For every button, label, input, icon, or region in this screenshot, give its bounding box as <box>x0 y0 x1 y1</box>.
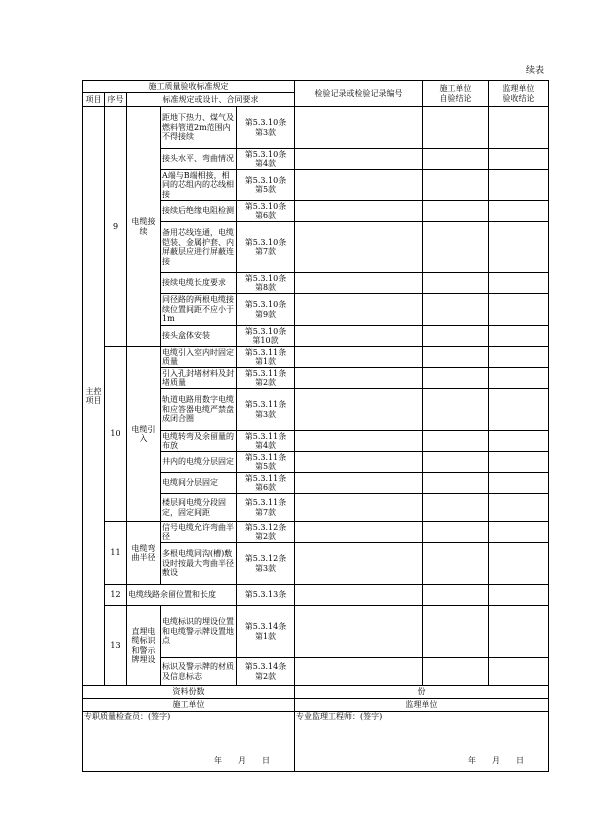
item-name: 直埋电 缆标识 和警示 牌埋设 <box>127 606 161 686</box>
inspection-form-table <box>82 80 549 772</box>
continued-label: 续表 <box>525 66 544 76</box>
table-row <box>83 522 549 543</box>
item-number: 11 <box>105 522 127 585</box>
requirement-text: 备用芯线连通，电缆铠装、金属护套、内屏蔽层应进行屏蔽连接 <box>161 222 237 273</box>
contractor-conclusion-cell[interactable] <box>423 201 489 222</box>
contractor-conclusion-cell[interactable] <box>423 431 489 452</box>
supervisor-date: 年 月 日 <box>468 755 529 765</box>
table-row <box>83 107 549 149</box>
clause-ref: 第5.3.11条 第1款 <box>237 347 295 368</box>
record-cell[interactable] <box>295 543 423 585</box>
contractor-unit-label: 施工单位 <box>83 699 295 712</box>
clause-ref: 第5.3.13条 <box>237 585 295 606</box>
requirement-header: 标准规定或设计、合同要求 <box>127 93 295 107</box>
supervisor-conclusion-cell[interactable] <box>489 543 549 585</box>
supervisor-conclusion-cell[interactable] <box>489 658 549 686</box>
contractor-conclusion-cell[interactable] <box>423 347 489 368</box>
record-cell[interactable] <box>295 347 423 368</box>
record-header: 检验记录或检验记录编号 <box>295 81 423 107</box>
record-cell[interactable] <box>295 431 423 452</box>
standard-header: 施工质量验收标准规定 <box>83 81 295 93</box>
requirement-text: A端与B端相接，相同的芯组内的芯线相接 <box>161 170 237 201</box>
requirement-text: 接头盒体安装 <box>161 326 237 347</box>
contractor-conclusion-cell[interactable] <box>423 222 489 273</box>
supervisor-unit-label: 监理单位 <box>295 699 549 712</box>
clause-ref: 第5.3.12条 第2款 <box>237 522 295 543</box>
record-cell[interactable] <box>295 149 423 170</box>
table-row <box>83 585 549 606</box>
record-cell[interactable] <box>295 107 423 149</box>
requirement-text: 接续电缆长度要求 <box>161 273 237 294</box>
clause-ref: 第5.3.10条 第7款 <box>237 222 295 273</box>
contractor-conclusion-cell[interactable] <box>423 606 489 658</box>
table-row <box>83 606 549 658</box>
table-row <box>83 347 549 368</box>
supervisor-conclusion-cell[interactable] <box>489 585 549 606</box>
supervisor-conclusion-cell[interactable] <box>489 522 549 543</box>
requirement-text: 电缆转弯及余留量的布放 <box>161 431 237 452</box>
contractor-conclusion-cell[interactable] <box>423 170 489 201</box>
contractor-conclusion-cell[interactable] <box>423 585 489 606</box>
record-cell[interactable] <box>295 222 423 273</box>
requirement-text: 接续后绝缘电阻检测 <box>161 201 237 222</box>
requirement-text: 接头水平、弯曲情况 <box>161 149 237 170</box>
requirement-text: 楼层间电缆分段固定，固定间距 <box>161 494 237 522</box>
record-cell[interactable] <box>295 294 423 326</box>
record-cell[interactable] <box>295 522 423 543</box>
clause-ref: 第5.3.10条 第3款 <box>237 107 295 149</box>
clause-ref: 第5.3.11条 第3款 <box>237 389 295 431</box>
contractor-conclusion-cell[interactable] <box>423 389 489 431</box>
contractor-conclusion-cell[interactable] <box>423 368 489 389</box>
item-name: 电缆接 续 <box>127 107 161 347</box>
contractor-date: 年 月 日 <box>214 755 275 765</box>
requirement-text: 井内的电缆分层固定 <box>161 452 237 473</box>
record-cell[interactable] <box>295 326 423 347</box>
supervisor-conclusion-cell[interactable] <box>489 170 549 201</box>
requirement-text: 引入孔封堵材料及封堵质量 <box>161 368 237 389</box>
contractor-conclusion-header: 施工单位 自验结论 <box>423 81 489 107</box>
record-cell[interactable] <box>295 170 423 201</box>
supervisor-conclusion-cell[interactable] <box>489 368 549 389</box>
record-cell[interactable] <box>295 658 423 686</box>
clause-ref: 第5.3.10条 第5款 <box>237 170 295 201</box>
supervisor-conclusion-cell[interactable] <box>489 606 549 658</box>
contractor-conclusion-cell[interactable] <box>423 294 489 326</box>
requirement-text: 距地下热力、煤气及燃料管道2m范围内不得接续 <box>161 107 237 149</box>
clause-ref: 第5.3.11条 第4款 <box>237 431 295 452</box>
clause-ref: 第5.3.11条 第6款 <box>237 473 295 494</box>
contractor-conclusion-cell[interactable] <box>423 326 489 347</box>
record-cell[interactable] <box>295 585 423 606</box>
main-control-label: 主控 项目 <box>83 107 105 686</box>
contractor-conclusion-cell[interactable] <box>423 494 489 522</box>
record-cell[interactable] <box>295 273 423 294</box>
contractor-signature-cell[interactable] <box>83 712 295 772</box>
contractor-conclusion-cell[interactable] <box>423 273 489 294</box>
clause-ref: 第5.3.14条 第1款 <box>237 606 295 658</box>
item-name: 电缆线路余留位置和长度 <box>127 585 237 606</box>
clause-ref: 第5.3.11条 第5款 <box>237 452 295 473</box>
supervisor-conclusion-cell[interactable] <box>489 326 549 347</box>
clause-ref: 第5.3.10条 第10款 <box>237 326 295 347</box>
contractor-conclusion-cell[interactable] <box>423 522 489 543</box>
contractor-conclusion-cell[interactable] <box>423 473 489 494</box>
data-count-label: 资料份数 <box>83 686 295 699</box>
item-name: 电缆弯 曲半径 <box>127 522 161 585</box>
contractor-conclusion-cell[interactable] <box>423 543 489 585</box>
item-number: 12 <box>105 585 127 606</box>
requirement-text: 电缆标识的埋设位置和电缆警示牌设置地点 <box>161 606 237 658</box>
supervisor-conclusion-cell[interactable] <box>489 273 549 294</box>
supervisor-conclusion-cell[interactable] <box>489 347 549 368</box>
supervisor-conclusion-cell[interactable] <box>489 452 549 473</box>
item-number: 10 <box>105 347 127 522</box>
clause-ref: 第5.3.10条 第6款 <box>237 201 295 222</box>
record-cell[interactable] <box>295 473 423 494</box>
clause-ref: 第5.3.11条 第2款 <box>237 368 295 389</box>
record-cell[interactable] <box>295 389 423 431</box>
item-name: 电缆引 入 <box>127 347 161 522</box>
requirement-text: 电缆间分层固定 <box>161 473 237 494</box>
supervisor-signature-label: 专业监理工程师：(签字) <box>296 712 383 721</box>
supervisor-conclusion-cell[interactable] <box>489 494 549 522</box>
record-cell[interactable] <box>295 368 423 389</box>
clause-ref: 第5.3.10条 第8款 <box>237 273 295 294</box>
requirement-text: 轨道电路用数字电缆和应答器电缆严禁盘成闭合圈 <box>161 389 237 431</box>
clause-ref: 第5.3.12条 第3款 <box>237 543 295 585</box>
item-number: 9 <box>105 107 127 347</box>
supervisor-conclusion-cell[interactable] <box>489 149 549 170</box>
record-cell[interactable] <box>295 606 423 658</box>
contractor-conclusion-cell[interactable] <box>423 149 489 170</box>
clause-ref: 第5.3.10条 第4款 <box>237 149 295 170</box>
supervisor-signature-cell[interactable] <box>295 712 549 772</box>
item-number: 13 <box>105 606 127 686</box>
supervisor-conclusion-header: 监理单位 验收结论 <box>489 81 549 107</box>
record-cell[interactable] <box>295 201 423 222</box>
supervisor-conclusion-cell[interactable] <box>489 201 549 222</box>
requirement-text: 多根电缆同沟(槽)敷设时按最大弯曲半径敷设 <box>161 543 237 585</box>
no-header: 序号 <box>105 93 127 107</box>
clause-ref: 第5.3.10条 第9款 <box>237 294 295 326</box>
requirement-text: 信号电缆允许弯曲半径 <box>161 522 237 543</box>
clause-ref: 第5.3.14条 第2款 <box>237 658 295 686</box>
record-cell[interactable] <box>295 494 423 522</box>
supervisor-conclusion-cell[interactable] <box>489 431 549 452</box>
supervisor-conclusion-cell[interactable] <box>489 473 549 494</box>
contractor-conclusion-cell[interactable] <box>423 658 489 686</box>
item-header: 项目 <box>83 93 105 107</box>
supervisor-conclusion-cell[interactable] <box>489 294 549 326</box>
clause-ref: 第5.3.11条 第7款 <box>237 494 295 522</box>
supervisor-conclusion-cell[interactable] <box>489 107 549 149</box>
contractor-conclusion-cell[interactable] <box>423 452 489 473</box>
record-cell[interactable] <box>295 452 423 473</box>
supervisor-conclusion-cell[interactable] <box>489 389 549 431</box>
requirement-text: 标识及警示牌的材质及信息标志 <box>161 658 237 686</box>
requirement-text: 电缆引入室内时固定质量 <box>161 347 237 368</box>
contractor-conclusion-cell[interactable] <box>423 107 489 149</box>
copies-field[interactable]: 份 <box>295 686 549 699</box>
contractor-signature-label: 专职质量检查员：(签字) <box>84 712 171 721</box>
supervisor-conclusion-cell[interactable] <box>489 222 549 273</box>
requirement-text: 同径路的两根电缆接续位置间距不应小于1m <box>161 294 237 326</box>
